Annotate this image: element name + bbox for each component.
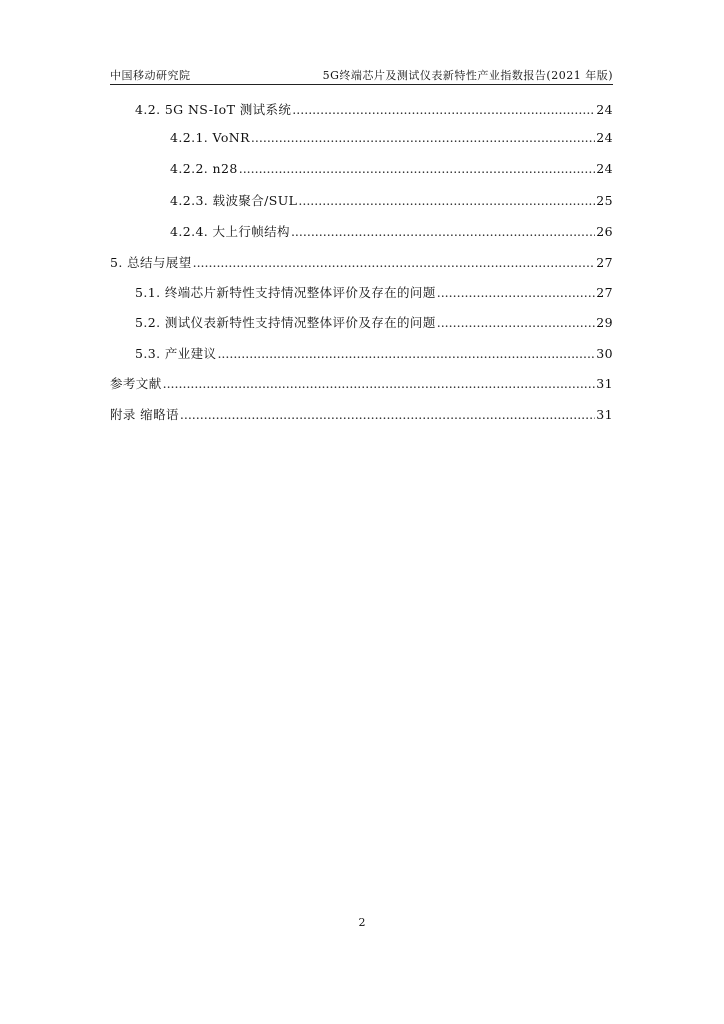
toc-entry-page: 31 (596, 376, 613, 391)
toc-leader-dots (291, 224, 595, 239)
toc-entry-label: 4.2.3. 载波聚合/SUL (170, 193, 298, 208)
toc-leader-dots (163, 376, 596, 391)
page-number: 2 (358, 916, 366, 929)
toc-leader-dots (292, 102, 595, 117)
toc-entry-label: 4.2.4. 大上行帧结构 (170, 224, 290, 239)
header-report-title: 5G终端芯片及测试仪表新特性产业指数报告(2021 年版) (322, 69, 613, 82)
toc-entry-label: 4.2. 5G NS-IoT 测试系统 (135, 102, 292, 117)
toc-entry-4-2-4[interactable] (170, 222, 613, 240)
toc-entry-references[interactable] (110, 374, 613, 392)
toc-entry-label: 5.2. 测试仪表新特性支持情况整体评价及存在的问题 (135, 315, 436, 330)
toc-leader-dots (217, 346, 595, 361)
toc-entry-label: 5.1. 终端芯片新特性支持情况整体评价及存在的问题 (135, 285, 436, 300)
toc-entry-page: 27 (596, 255, 613, 270)
toc-entry-label: 附录 缩略语 (110, 407, 179, 422)
toc-entry-4-2-2[interactable] (170, 161, 613, 176)
toc-entry-5-3[interactable] (135, 344, 613, 362)
toc-entry-page: 26 (596, 224, 613, 239)
toc-entry-page: 31 (596, 407, 613, 422)
toc-entry-page: 24 (596, 130, 613, 145)
toc-leader-dots (298, 193, 595, 208)
toc-entry-page: 24 (596, 102, 613, 117)
toc-leader-dots (437, 315, 596, 330)
toc-entry-4-2-1[interactable] (170, 130, 613, 145)
toc-entry-page: 29 (596, 315, 613, 330)
toc-entry-4-2-3[interactable] (170, 191, 613, 209)
toc-leader-dots (437, 285, 596, 300)
toc-entry-page: 30 (596, 346, 613, 361)
toc-entry-label: 参考文献 (110, 376, 162, 391)
toc-entry-4-2[interactable] (135, 100, 613, 118)
toc-entry-5-2[interactable] (135, 313, 613, 331)
toc-leader-dots (251, 130, 595, 145)
toc-entry-5-1[interactable] (135, 283, 613, 301)
toc-entry-label: 5. 总结与展望 (110, 255, 192, 270)
toc-entry-label: 4.2.1. VoNR (170, 130, 250, 145)
toc-entry-page: 25 (596, 193, 613, 208)
toc-leader-dots (239, 161, 596, 176)
toc-leader-dots (180, 407, 595, 422)
toc-entry-5[interactable] (110, 253, 613, 271)
toc-leader-dots (193, 255, 596, 270)
toc-entry-page: 27 (596, 285, 613, 300)
toc-entry-label: 4.2.2. n28 (170, 161, 238, 176)
toc-entry-page: 24 (596, 161, 613, 176)
toc-entry-label: 5.3. 产业建议 (135, 346, 217, 361)
toc-entry-appendix[interactable] (110, 405, 613, 423)
header-organization: 中国移动研究院 (110, 69, 191, 82)
page-header (110, 64, 613, 85)
